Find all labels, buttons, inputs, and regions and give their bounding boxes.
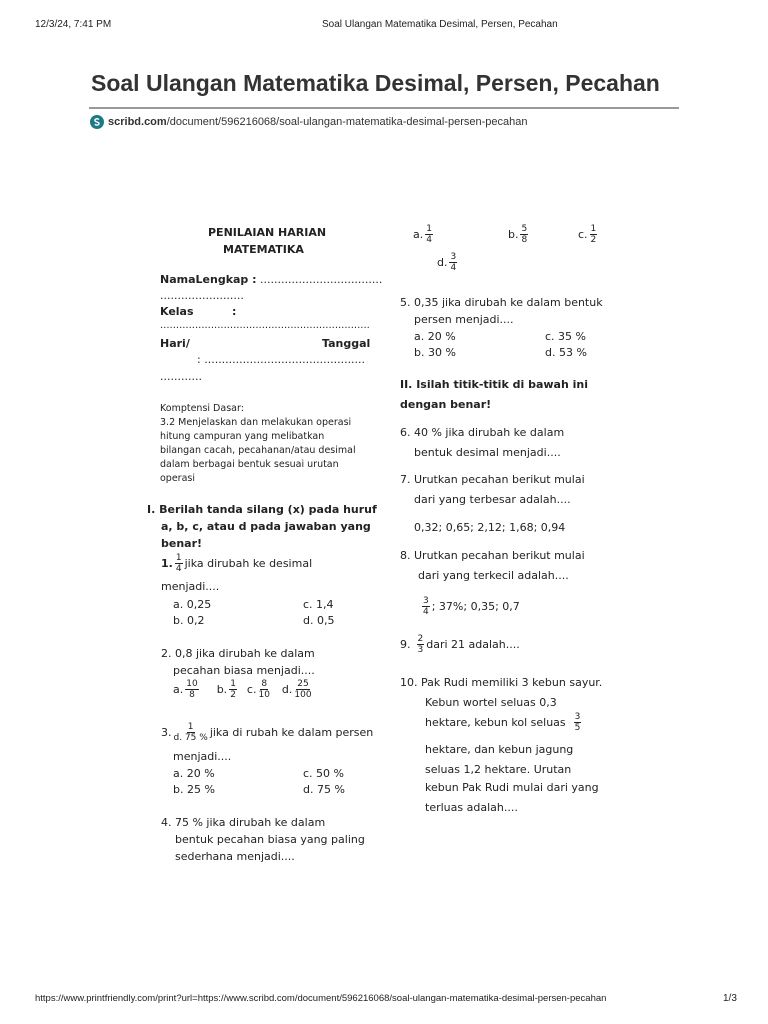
question-5-line-2: persen menjadi.... <box>414 313 514 326</box>
q4-option-a: a. 1 4 <box>413 224 432 245</box>
class-label: Kelas <box>160 305 194 318</box>
date-dots-2: ............ <box>160 370 202 383</box>
question-10-line-3: hektare, kebun kol seluas 3 5 <box>425 712 581 733</box>
section-2-line-2: dengan benar! <box>400 398 492 411</box>
article-title: Soal Ulangan Matematika Desimal, Persen, Pecahan <box>91 70 660 96</box>
kd-line-5: operasi <box>160 473 196 484</box>
section-1-line-1: I. Berilah tanda silang (x) pada huruf <box>147 503 377 516</box>
question-4: 4. 75 % jika dirubah ke dalam <box>161 816 326 829</box>
q1-option-d: d. 0,5 <box>303 614 335 627</box>
q2-options: a. 10 8 b. 1 2 c. 8 10 d. 25 100 <box>173 679 312 700</box>
section-2-line-1: II. Isilah titik-titik di bawah ini <box>400 378 588 391</box>
q1-option-b: b. 0,2 <box>173 614 205 627</box>
question-6: 6. 40 % jika dirubah ke dalam <box>400 426 565 439</box>
scribd-logo-icon <box>90 115 104 129</box>
print-page-title: Soal Ulangan Matematika Desimal, Persen, Pecahan <box>322 19 558 30</box>
question-7-values: 0,32; 0,65; 2,12; 1,68; 0,94 <box>414 521 566 534</box>
question-3-line-2: menjadi.... <box>173 750 232 763</box>
source-link[interactable] <box>90 115 527 129</box>
print-page-count: 1/3 <box>723 993 737 1004</box>
kd-line-1: 3.2 Menjelaskan dan melakukan operasi <box>160 417 352 428</box>
question-7: 7. Urutkan pecahan berikut mulai <box>400 473 585 486</box>
title-divider <box>89 107 679 109</box>
name-field: NamaLengkap : ................................... <box>160 273 383 286</box>
day-label: Hari/ <box>160 337 190 350</box>
question-8-values: 3 4 ; 37%; 0,35; 0,7 <box>423 596 520 617</box>
q3-option-b: b. 25 % <box>173 783 215 796</box>
source-path: /document/596216068/soal-ulangan-matematika-desimal-persen-pecahan <box>166 116 528 128</box>
name-dots: ........................ <box>160 289 244 302</box>
print-footer-url: https://www.printfriendly.com/print?url=https://www.scribd.com/document/596216068/soal-ulangan-matematika-desimal-persen-pecahan <box>35 993 607 1004</box>
question-5: 5. 0,35 jika dirubah ke dalam bentuk <box>400 296 603 309</box>
source-domain: scribd.com <box>108 116 167 128</box>
date-label: Tanggal <box>322 337 371 350</box>
q5-option-d: d. 53 % <box>545 346 587 359</box>
doc-heading-1: PENILAIAN HARIAN <box>208 226 327 239</box>
question-10-line-4: hektare, dan kebun jagung <box>425 743 574 756</box>
q3-option-d: d. 75 % <box>303 783 345 796</box>
q1-option-a: a. 0,25 <box>173 598 212 611</box>
question-7-line-2: dari yang terbesar adalah.... <box>414 493 571 506</box>
doc-heading-2: MATEMATIKA <box>223 243 304 256</box>
question-4-line-3: sederhana menjadi.... <box>175 850 295 863</box>
date-dots: : .............................................. <box>197 353 366 366</box>
question-10: 10. Pak Rudi memiliki 3 kebun sayur. <box>400 676 603 689</box>
question-10-line-6: kebun Pak Rudi mulai dari yang <box>425 781 599 794</box>
kd-line-2: hitung campuran yang melibatkan <box>160 431 325 442</box>
fraction: 1 4 <box>175 553 182 574</box>
question-1-line-2: menjadi.... <box>161 580 220 593</box>
question-8: 8. Urutkan pecahan berikut mulai <box>400 549 585 562</box>
section-1-line-3: benar! <box>161 537 203 550</box>
question-10-line-2: Kebun wortel seluas 0,3 <box>425 696 557 709</box>
class-colon: : <box>232 305 237 318</box>
q5-option-c: c. 35 % <box>545 330 586 343</box>
print-datetime: 12/3/24, 7:41 PM <box>35 19 112 30</box>
q4-option-b: b. 5 8 <box>508 224 528 245</box>
q3-option-c: c. 50 % <box>303 767 344 780</box>
class-dots: .................................................................. <box>160 320 370 331</box>
question-8-line-2: dari yang terkecil adalah.... <box>418 569 569 582</box>
question-9: 9. 2 3 dari 21 adalah.... <box>400 634 520 655</box>
question-1: 1. 1 4 jika dirubah ke desimal <box>161 553 313 574</box>
question-3: 3. 1 d. 75 % jika di rubah ke dalam persen <box>161 722 374 743</box>
kd-title: Komptensi Dasar: <box>160 403 244 414</box>
section-1-line-2: a, b, c, atau d pada jawaban yang <box>161 520 371 533</box>
kd-line-4: dalam berbagai bentuk sesuai urutan <box>160 459 339 470</box>
question-4-line-2: bentuk pecahan biasa yang paling <box>175 833 365 846</box>
question-6-line-2: bentuk desimal menjadi.... <box>414 446 561 459</box>
question-10-line-7: terluas adalah.... <box>425 801 518 814</box>
q5-option-b: b. 30 % <box>414 346 456 359</box>
q4-option-c: c. 1 2 <box>578 224 597 245</box>
q5-option-a: a. 20 % <box>414 330 456 343</box>
q1-option-c: c. 1,4 <box>303 598 334 611</box>
kd-line-3: bilangan cacah, pecahanan/atau desimal <box>160 445 356 456</box>
question-10-line-5: seluas 1,2 hektare. Urutan <box>425 763 572 776</box>
q4-option-d: d. 3 4 <box>437 252 457 273</box>
q3-option-a: a. 20 % <box>173 767 215 780</box>
question-2: 2. 0,8 jika dirubah ke dalam <box>161 647 315 660</box>
question-2-line-2: pecahan biasa menjadi.... <box>173 664 315 677</box>
